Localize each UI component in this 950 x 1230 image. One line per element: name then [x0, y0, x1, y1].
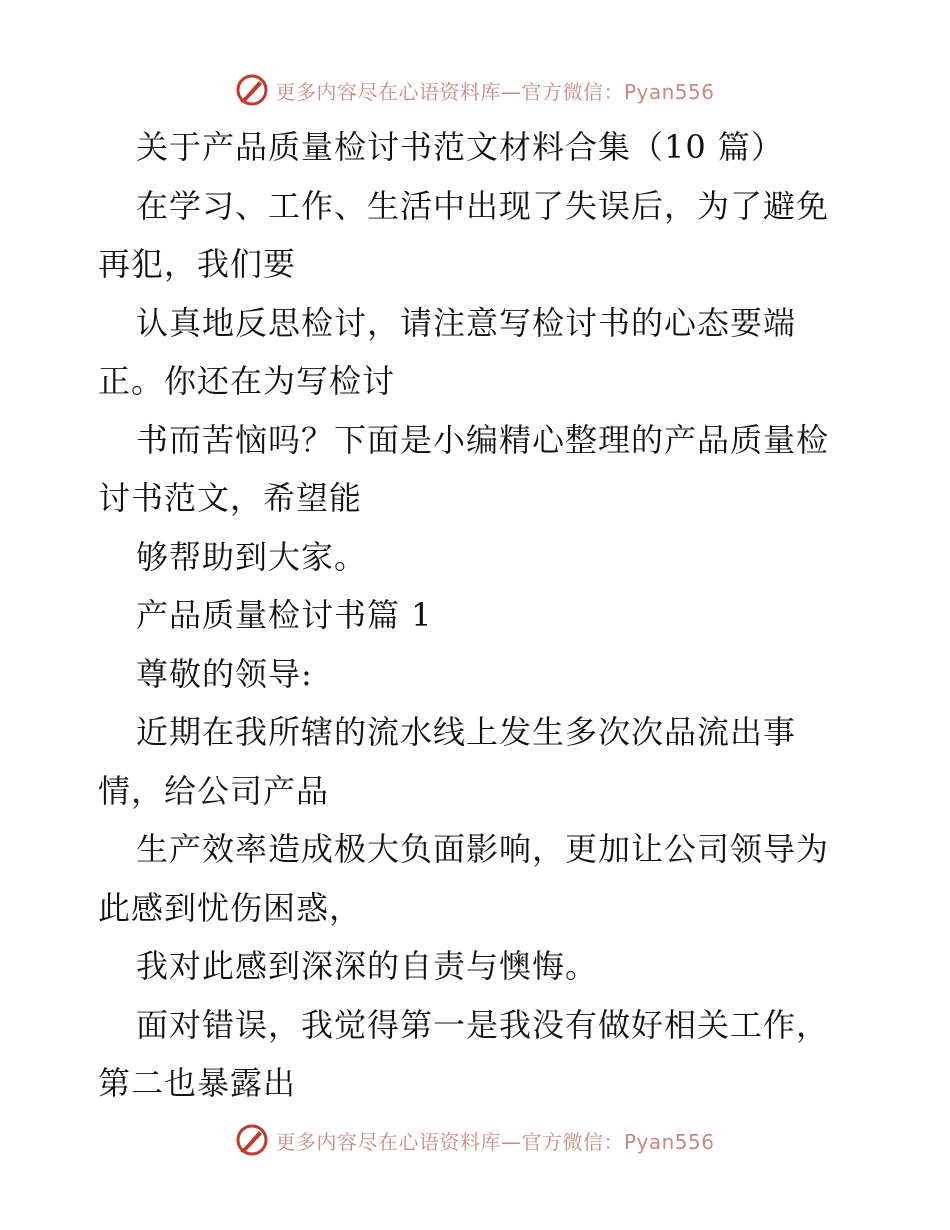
text-line: 生产效率造成极大负面影响，更加让公司领导为 [136, 830, 830, 868]
text-line: 情，给公司产品 [98, 771, 330, 810]
quill-pen-logo-icon [235, 1123, 269, 1157]
text-line: 关于产品质量检讨书范文材料合集（10 篇） [136, 128, 784, 166]
text-line: 认真地反思检讨，请注意写检讨书的心态要端 [136, 303, 797, 342]
text-line: 我对此感到深深的自责与懊悔。 [136, 947, 599, 985]
text-line: 尊敬的领导: [136, 654, 313, 693]
text-line: 产品质量检讨书篇 1 [136, 596, 433, 634]
text-line: 正。你还在为写检讨 [98, 362, 396, 400]
text-line: 讨书范文，希望能 [98, 479, 363, 517]
text-line: 书而苦恼吗？下面是小编精心整理的产品质量检 [136, 420, 830, 459]
header-watermark-text: 更多内容尽在心语资料库—官方微信：Pyan556 [275, 79, 715, 104]
text-line: 够帮助到大家。 [136, 537, 368, 576]
text-line: 第二也暴露出 [98, 1064, 297, 1102]
footer-watermark-text: 更多内容尽在心语资料库—官方微信：Pyan556 [275, 1129, 715, 1154]
quill-pen-logo-icon [235, 73, 269, 107]
text-line: 在学习、工作、生活中出现了失误后，为了避免 [136, 186, 830, 225]
text-line: 此感到忧伤困惑， [98, 888, 363, 927]
text-line: 近期在我所辖的流水线上发生多次次品流出事 [136, 713, 797, 751]
document-body [98, 118, 858, 1113]
text-line: 再犯，我们要 [98, 245, 297, 283]
text-line: 面对错误，我觉得第一是我没有做好相关工作， [136, 1005, 830, 1044]
footer-watermark-banner [0, 1120, 950, 1160]
header-watermark-banner [0, 70, 950, 110]
